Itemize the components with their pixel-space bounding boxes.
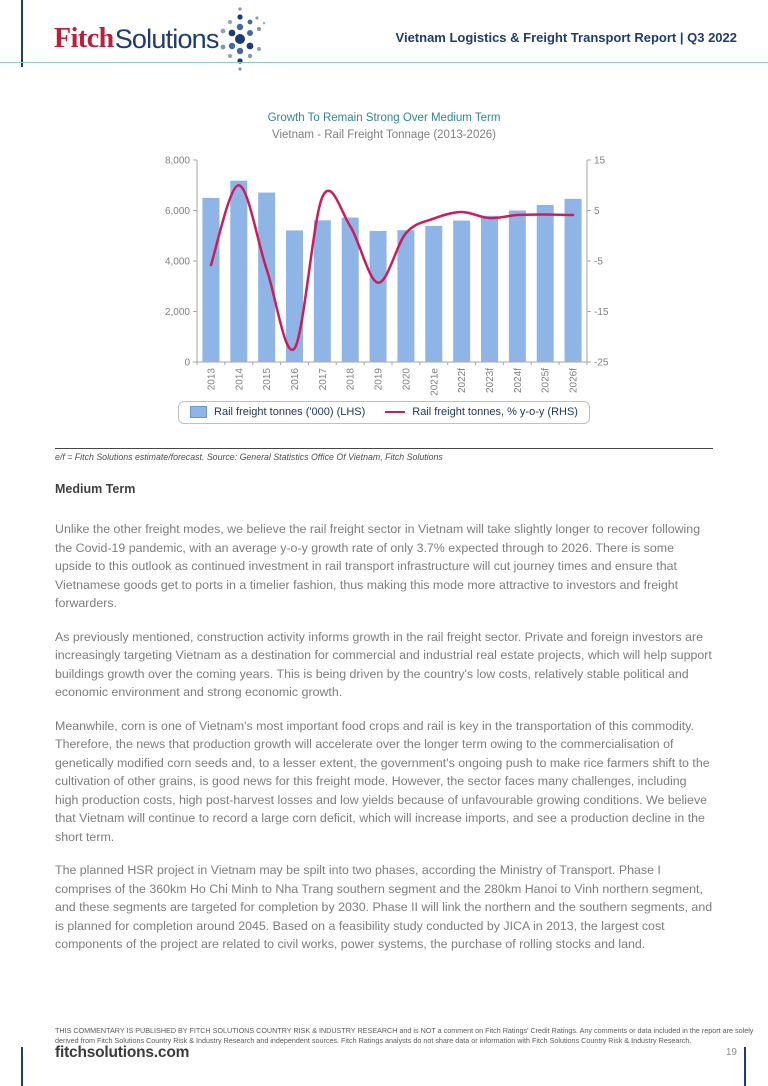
paragraph-corn-transportation: Meanwhile, corn is one of Vietnam's most important food crops and rail is key in the transportation of this commodity. Therefore, the news that production growth will accelerate over the longer term owing to the commercialisation of genetically modified corn seeds and, to a lesser extent, the government's ongoing push to make rice farmers shift to the cultivation of other grains, is good news for this freight mode. However, the sector faces many challenges, including high production costs, high post-harvest losses and low yields because of unfavourable growing conditions. We believe that Vietnam will continue to record a large corn deficit, which will increase imports, and see a production decline in the short term.	[55, 718, 710, 844]
svg-text:5: 5	[594, 206, 600, 217]
chart-legend	[55, 401, 713, 424]
svg-text:2016: 2016	[290, 368, 301, 391]
svg-text:2021e: 2021e	[429, 368, 441, 396]
svg-text:2026f: 2026f	[568, 368, 580, 394]
chart-subtitle: Vietnam - Rail Freight Tonnage (2013-2026)	[272, 129, 496, 141]
line-series-swatch	[385, 411, 405, 413]
chart-footnote: e/f = Fitch Solutions estimate/forecast. Source: General Statistics Office Of Vietnam, Fitch Solutions	[55, 452, 443, 462]
svg-text:2024f: 2024f	[512, 368, 524, 394]
paragraph-hsr-project: The planned HSR project in Vietnam may be spilt into two phases, according the Ministry of Transport. Phase I comprises of the 360km Ho Chi Minh to Nha Trang southern segment and the 280km Hanoi to Vinh northern segment, and these segments are targeted for completion by 2030. Phase II will link the northern and the southern segments, and is planned for completion around 2045. Based on a feasibility study conducted by JICA in 2013, the largest cost components of the project are related to civil works, power systems, the purchase of rolling stocks and land.	[55, 863, 713, 951]
chart-title: Growth To Remain Strong Over Medium Term	[267, 112, 501, 124]
svg-text:2020: 2020	[401, 368, 413, 391]
legend-item-line	[385, 406, 578, 418]
disclaimer-line-2: derived from Fitch Solutions Country Risk & Industry Research and independent sources. Fitch Ratings analysts do not share data or information with Fitch Solutions Country Risk & Industry Research.	[55, 1035, 692, 1045]
page-border-bottom-left	[21, 1047, 23, 1086]
svg-text:-25: -25	[594, 357, 609, 369]
svg-text:6,000: 6,000	[164, 206, 190, 217]
page-border-bottom-right	[744, 1047, 746, 1086]
legend-line-label: Rail freight tonnes, % y-o-y (RHS)	[412, 406, 578, 418]
disclaimer-line-1: THIS COMMENTARY IS PUBLISHED BY FITCH SOLUTIONS COUNTRY RISK & INDUSTRY RESEARCH and is NOT a comment on Fitch Ratings' Credit Ratings. Any comments or data included in the report are solely	[55, 1026, 754, 1035]
footer-disclaimer	[55, 1026, 755, 1045]
header-divider	[0, 62, 768, 63]
body-text-section	[55, 482, 713, 969]
svg-text:-5: -5	[594, 256, 603, 268]
svg-text:15: 15	[594, 155, 606, 167]
svg-text:2025f: 2025f	[540, 368, 552, 394]
page-number: 19	[725, 1047, 737, 1058]
bar-series-swatch	[190, 406, 207, 418]
legend-bar-label: Rail freight tonnes ('000) (LHS)	[214, 406, 366, 418]
report-title: Vietnam Logistics & Freight Transport Report | Q3 2022	[395, 30, 737, 45]
svg-text:2023f: 2023f	[485, 368, 496, 394]
svg-text:4,000: 4,000	[164, 256, 190, 268]
svg-text:8,000: 8,000	[164, 155, 190, 167]
svg-text:2,000: 2,000	[164, 307, 190, 318]
svg-text:2019: 2019	[373, 368, 385, 391]
paragraph-construction-activity: As previously mentioned, construction activity informs growth in the rail freight sector. Private and foreign investors are increasingly targeting Vietnam as a destination for commercial and industrial real estate projects, which will help support buildings growth over the coming years. This is being driven by the country's low costs, relatively stable political and economic environment and strong economic growth.	[55, 629, 712, 699]
svg-text:2014: 2014	[234, 368, 246, 391]
paragraph-medium-term-outlook: Unlike the other freight modes, we believe the rail freight sector in Vietnam will take slightly longer to recover following the Covid-19 pandemic, with an average y-o-y growth rate of only 3.7% expected through to 2026. There is some upside to this outlook as continued investment in rail transport infrastructure will cut journey times and ensure that Vietnamese goods get to ports in a timelier fashion, thus making this mode more attractive to investors and freight forwarders.	[55, 522, 701, 610]
rail-freight-chart	[152, 152, 617, 410]
svg-text:-15: -15	[594, 307, 609, 318]
logo-text-fitch: Fitch	[54, 23, 114, 54]
legend-item-bars	[190, 406, 365, 418]
svg-text:2022f: 2022f	[457, 368, 469, 394]
website-url: fitchsolutions.com	[55, 1044, 190, 1061]
page-border-top-left	[21, 0, 23, 67]
logo-text-solutions: Solutions	[114, 23, 219, 54]
svg-text:2017: 2017	[317, 368, 329, 391]
footnote-divider	[55, 448, 713, 449]
section-heading: Medium Term	[55, 482, 136, 496]
svg-text:2015: 2015	[262, 368, 274, 391]
svg-text:0: 0	[184, 357, 190, 369]
svg-text:2018: 2018	[345, 368, 357, 391]
svg-text:2013: 2013	[206, 368, 218, 391]
